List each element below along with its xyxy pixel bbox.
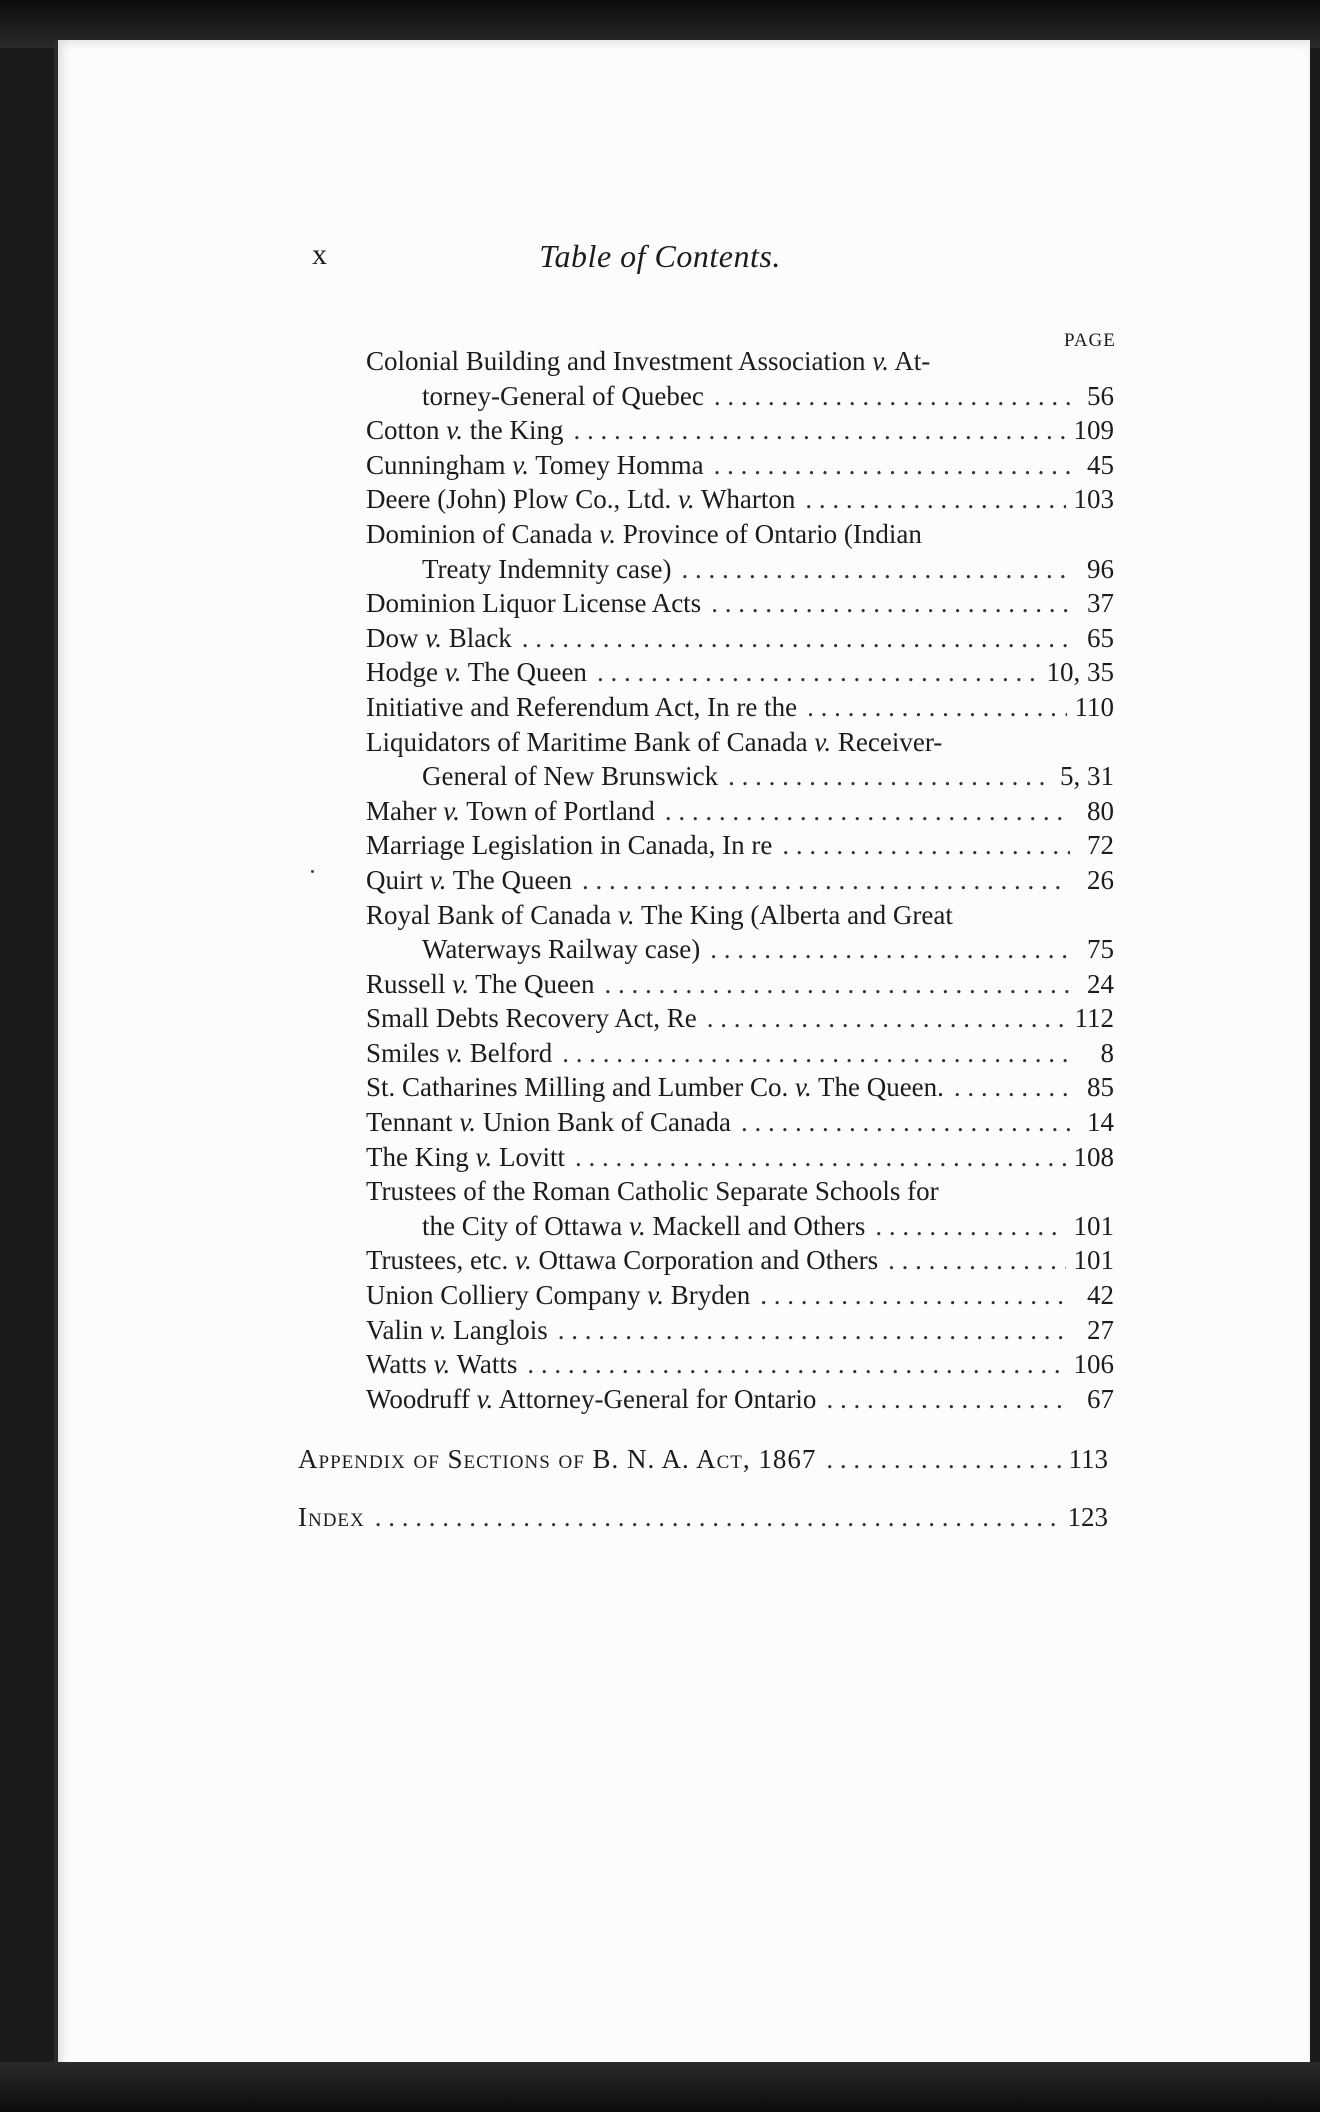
dot-leader xyxy=(604,967,1070,1002)
dot-leader xyxy=(760,1278,1070,1313)
toc-entry-title: Royal Bank of Canada v. The King (Alberta and Great xyxy=(366,899,953,930)
toc-entry[interactable] xyxy=(366,1001,1114,1036)
toc-entry[interactable] xyxy=(366,517,1114,586)
dot-leader xyxy=(954,1070,1070,1105)
dot-leader xyxy=(375,1502,1060,1533)
page-folio: x xyxy=(312,238,327,271)
toc-entry-line xyxy=(366,1001,1114,1036)
dot-leader xyxy=(710,932,1070,967)
dot-leader xyxy=(714,448,1070,483)
appendix-entry[interactable] xyxy=(298,1444,1108,1475)
toc-entry-title: General of New Brunswick xyxy=(422,761,719,792)
toc-entry-line xyxy=(366,1347,1114,1382)
dot-leader xyxy=(681,552,1070,587)
toc-entry-title: Marriage Legislation in Canada, In re xyxy=(366,830,773,861)
toc-entry[interactable] xyxy=(366,828,1114,863)
dot-leader xyxy=(741,1105,1070,1140)
toc-entry[interactable] xyxy=(366,794,1114,829)
dot-leader xyxy=(707,1001,1067,1036)
dot-leader xyxy=(562,1036,1070,1071)
toc-page-number: 65 xyxy=(1087,622,1114,653)
toc-entry-line xyxy=(366,1105,1114,1140)
toc-entry-title: Trustees of the Roman Catholic Separate Schools for xyxy=(366,1176,939,1207)
toc-entry[interactable] xyxy=(366,413,1114,448)
toc-entry-line xyxy=(366,655,1114,690)
toc-page-number: 110 xyxy=(1074,691,1114,722)
toc-entry-line xyxy=(366,517,1114,552)
toc-page-number: 37 xyxy=(1087,588,1114,619)
toc-entry-line xyxy=(366,586,1114,621)
toc-entry-line xyxy=(366,1036,1114,1071)
toc-page-number: 96 xyxy=(1087,553,1114,584)
running-head: Table of Contents. xyxy=(539,238,781,274)
toc-page-number: 103 xyxy=(1073,484,1114,515)
toc-entry-title: Dow v. Black xyxy=(366,622,512,653)
dot-leader xyxy=(888,1243,1065,1278)
dot-leader xyxy=(782,828,1070,863)
toc-entry[interactable] xyxy=(366,1140,1114,1175)
appendix-title: Appendix of Sections of B. N. A. Act, 1867 xyxy=(298,1444,817,1474)
toc-entry-line xyxy=(366,1070,1114,1105)
dot-leader xyxy=(826,1444,1060,1475)
toc-entry-title: Small Debts Recovery Act, Re xyxy=(366,1003,697,1034)
toc-page-number: 112 xyxy=(1074,1003,1114,1034)
toc-entry[interactable] xyxy=(366,898,1114,967)
toc-page-number: 5, 31 xyxy=(1060,761,1114,792)
toc-page-number: 8 xyxy=(1100,1037,1114,1068)
toc-entry-continuation xyxy=(366,932,1114,967)
index-entry[interactable] xyxy=(298,1502,1108,1533)
toc-entry-title: The King v. Lovitt xyxy=(366,1141,565,1172)
toc-entry-title: Hodge v. The Queen xyxy=(366,657,587,688)
dot-leader xyxy=(522,621,1070,656)
dot-leader xyxy=(826,1382,1070,1417)
dot-leader xyxy=(665,794,1070,829)
toc-entry[interactable] xyxy=(366,1105,1114,1140)
toc-entry[interactable] xyxy=(366,1036,1114,1071)
toc-entry-line xyxy=(366,344,1114,379)
toc-entry[interactable] xyxy=(366,1243,1114,1278)
toc-entry[interactable] xyxy=(366,863,1114,898)
toc-page-number: 80 xyxy=(1087,795,1114,826)
toc-page-number: 101 xyxy=(1073,1245,1114,1276)
toc-entry-title: Initiative and Referendum Act, In re the xyxy=(366,691,798,722)
dot-leader xyxy=(805,482,1065,517)
toc-entry-continuation xyxy=(366,552,1114,587)
toc-entry-continuation xyxy=(366,759,1114,794)
toc-entry-line xyxy=(366,725,1114,760)
toc-entry-line xyxy=(366,828,1114,863)
toc-page-number: 75 xyxy=(1087,934,1114,965)
toc-entry-line xyxy=(366,1140,1114,1175)
toc-entry-line xyxy=(366,1382,1114,1417)
toc-entry-line xyxy=(366,1278,1114,1313)
dot-leader xyxy=(527,1347,1065,1382)
toc-entry-title: Dominion of Canada v. Province of Ontario (Indian xyxy=(366,518,922,549)
toc-entry-title: Liquidators of Maritime Bank of Canada v. Receiver- xyxy=(366,726,943,757)
toc-entry-title: Maher v. Town of Portland xyxy=(366,795,655,826)
page-column-label: PAGE xyxy=(1064,330,1116,351)
toc-entry-line xyxy=(366,967,1114,1002)
toc-entry[interactable] xyxy=(366,725,1114,794)
toc-entry[interactable] xyxy=(366,1174,1114,1243)
toc-entry-title: Quirt v. The Queen xyxy=(366,864,572,895)
toc-entry-title: Deere (John) Plow Co., Ltd. v. Wharton xyxy=(366,484,796,515)
dot-leader xyxy=(575,1140,1066,1175)
dot-leader xyxy=(597,655,1039,690)
toc-entry[interactable] xyxy=(366,586,1114,621)
toc-entry-continuation xyxy=(366,379,1114,414)
dot-leader xyxy=(807,690,1066,725)
toc-entry[interactable] xyxy=(366,967,1114,1002)
toc-entry-title: Treaty Indemnity case) xyxy=(422,553,672,584)
toc-entry-title: Trustees, etc. v. Ottawa Corporation and Others xyxy=(366,1245,879,1276)
toc-entry[interactable] xyxy=(366,1382,1114,1417)
toc-entry-title: Cunningham v. Tomey Homma xyxy=(366,449,704,480)
toc-entry-line xyxy=(366,482,1114,517)
appendix-page-number: 113 xyxy=(1068,1444,1108,1474)
toc-entry-title: St. Catharines Milling and Lumber Co. v. The Queen. xyxy=(366,1072,944,1103)
dot-leader xyxy=(728,759,1052,794)
toc-entry-title: torney-General of Quebec xyxy=(422,380,704,411)
toc-entry-line xyxy=(366,413,1114,448)
dot-leader xyxy=(875,1209,1065,1244)
toc-page-number: 27 xyxy=(1087,1314,1114,1345)
toc-entry[interactable] xyxy=(366,655,1114,690)
toc-entry-line xyxy=(366,863,1114,898)
toc-entry[interactable] xyxy=(366,448,1114,483)
toc-entry-line xyxy=(366,1174,1114,1209)
toc-entry[interactable] xyxy=(366,344,1114,413)
toc-entry[interactable] xyxy=(366,690,1114,725)
toc-entry[interactable] xyxy=(366,482,1114,517)
toc-entry-line xyxy=(366,448,1114,483)
toc-page-number: 26 xyxy=(1087,864,1114,895)
speck-mark xyxy=(311,870,314,873)
toc-entry[interactable] xyxy=(366,1070,1114,1105)
dot-leader xyxy=(574,413,1066,448)
dot-leader xyxy=(558,1313,1070,1348)
toc-entry[interactable] xyxy=(366,1278,1114,1313)
toc-page-number: 24 xyxy=(1087,968,1114,999)
toc-page-number: 67 xyxy=(1087,1383,1114,1414)
dot-leader xyxy=(711,586,1070,621)
toc-page-number: 72 xyxy=(1087,830,1114,861)
toc-entry-line xyxy=(366,1243,1114,1278)
dot-leader xyxy=(582,863,1070,898)
toc-entry-line xyxy=(366,794,1114,829)
table-of-contents xyxy=(366,344,1114,1416)
toc-entry-title: Tennant v. Union Bank of Canada xyxy=(366,1107,732,1138)
toc-page-number: 85 xyxy=(1087,1072,1114,1103)
toc-page-number: 45 xyxy=(1087,449,1114,480)
toc-page-number: 106 xyxy=(1073,1349,1114,1380)
toc-entry-title: Woodruff v. Attorney-General for Ontario xyxy=(366,1383,817,1414)
toc-entry-line xyxy=(366,621,1114,656)
toc-entry-title: Watts v. Watts xyxy=(366,1349,518,1380)
toc-entry[interactable] xyxy=(366,1313,1114,1348)
toc-page-number: 14 xyxy=(1087,1107,1114,1138)
index-page-number: 123 xyxy=(1067,1502,1108,1532)
toc-entry[interactable] xyxy=(366,1347,1114,1382)
toc-page-number: 109 xyxy=(1073,415,1114,446)
toc-entry-title: Colonial Building and Investment Association v. At- xyxy=(366,346,931,376)
toc-entry-title: Dominion Liquor License Acts xyxy=(366,588,702,619)
toc-entry-title: Valin v. Langlois xyxy=(366,1314,548,1345)
toc-page-number: 56 xyxy=(1087,380,1114,411)
toc-entry-line xyxy=(366,1313,1114,1348)
toc-page-number: 42 xyxy=(1087,1280,1114,1311)
dot-leader xyxy=(714,379,1070,414)
toc-entry-continuation xyxy=(366,1209,1114,1244)
toc-entry-title: Smiles v. Belford xyxy=(366,1037,553,1068)
toc-entry[interactable] xyxy=(366,621,1114,656)
toc-entry-line xyxy=(366,690,1114,725)
toc-page-number: 10, 35 xyxy=(1046,657,1114,688)
toc-entry-title: Russell v. The Queen xyxy=(366,968,595,999)
toc-entry-title: Cotton v. the King xyxy=(366,415,564,446)
toc-entry-title: Union Colliery Company v. Bryden xyxy=(366,1280,751,1311)
index-title: Index xyxy=(298,1502,365,1532)
toc-page-number: 101 xyxy=(1073,1210,1114,1241)
toc-page-number: 108 xyxy=(1073,1141,1114,1172)
toc-entry-title: Waterways Railway case) xyxy=(422,934,701,965)
toc-entry-title: the City of Ottawa v. Mackell and Others xyxy=(422,1210,866,1241)
toc-entry-line xyxy=(366,898,1114,933)
scan-border-bottom xyxy=(0,2062,1320,2112)
